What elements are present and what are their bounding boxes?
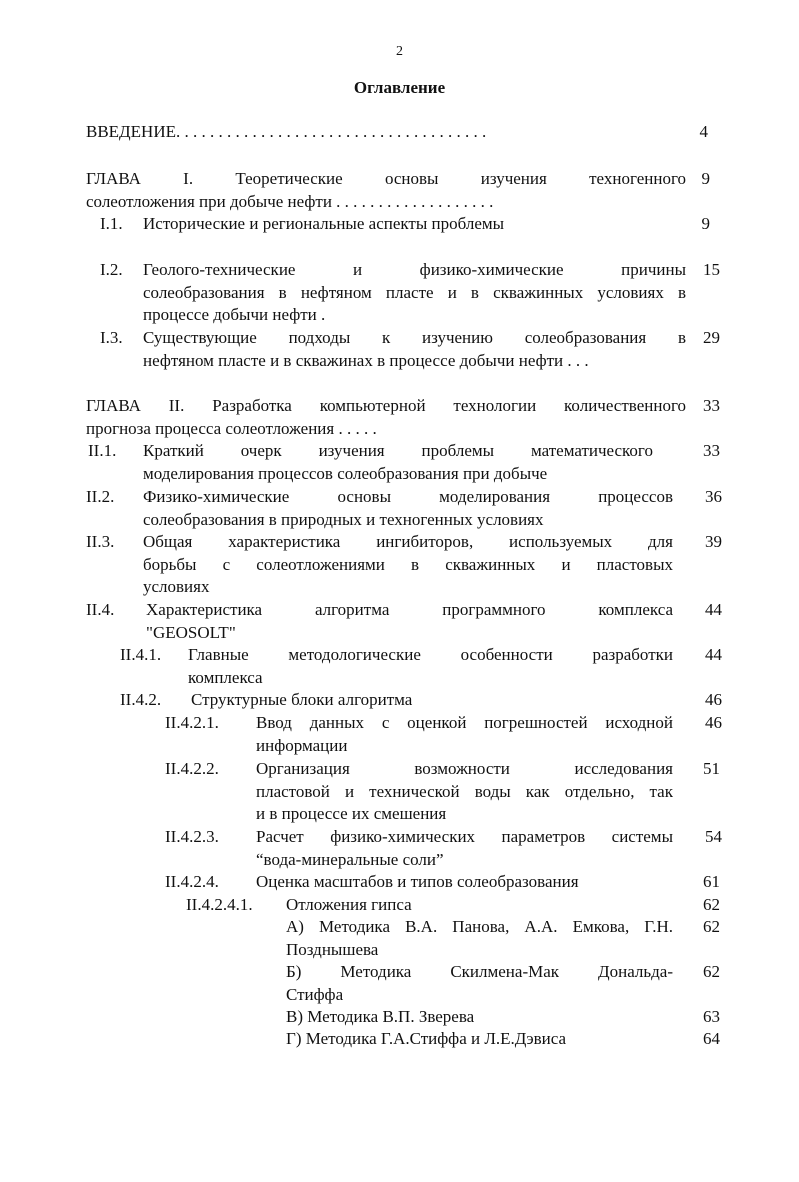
toc-page-1-3: 29 xyxy=(703,328,720,347)
toc-text-line: комплекса xyxy=(188,667,263,687)
toc-text-line: солеобразования в нефтяном пласте и в скважинных условиях в xyxy=(143,282,686,302)
toc-page-2-4-2-2: 51 xyxy=(703,759,720,778)
toc-text-line: Б) Методика Скилмена-Мак Дональда- xyxy=(286,962,673,981)
toc-text-line: прогноза процесса солеотложения . . . . . xyxy=(86,418,377,438)
toc-text-line: ГЛАВА I. Теоретические основы изучения техногенного xyxy=(86,169,686,188)
toc-entry-method-b xyxy=(286,961,673,1006)
toc-text-line: процессе добычи нефти . xyxy=(143,305,326,324)
toc-text-line: А) Методика В.А. Панова, А.А. Емкова, Г.Н. xyxy=(286,917,673,936)
toc-page-2-4-2-1: 46 xyxy=(705,713,722,732)
toc-page-2-2: 36 xyxy=(705,487,722,506)
toc-text-line: Существующие подходы к изучению солеобразования в xyxy=(143,328,686,347)
toc-entry-2-1 xyxy=(143,440,653,485)
toc-entry-ch2 xyxy=(86,395,686,440)
toc-page-method-a: 62 xyxy=(703,917,720,936)
toc-page-method-g: 64 xyxy=(703,1029,720,1048)
toc-page-2-4: 44 xyxy=(705,600,722,619)
toc-text-line: Позднышева xyxy=(286,939,379,959)
toc-entry-2-4-2-2 xyxy=(256,758,673,826)
toc-num-2-4-2-2: II.4.2.2. xyxy=(165,759,219,778)
toc-text-line: ГЛАВА II. Разработка компьютерной технологии количественного xyxy=(86,396,686,415)
toc-page-2-4-2-4: 61 xyxy=(703,872,720,891)
page-title: Оглавление xyxy=(353,78,446,97)
toc-page-1-1: 9 xyxy=(701,214,710,233)
page-number: 2 xyxy=(396,44,403,59)
toc-page-intro: 4 xyxy=(699,122,708,141)
toc-text-line: нефтяном пласте и в скважинах в процессе добычи нефти . . . xyxy=(143,350,589,370)
toc-text-line: Стиффа xyxy=(286,984,344,1004)
toc-entry-2-4-2-3 xyxy=(256,826,673,871)
toc-text-line: Ввод данных с оценкой погрешностей исходной xyxy=(256,713,673,732)
toc-text-line: Организация возможности исследования xyxy=(256,759,673,778)
toc-num-2-1: II.1. xyxy=(88,441,117,460)
toc-page-2-3: 39 xyxy=(705,532,722,551)
toc-entry-2-4 xyxy=(146,599,673,644)
toc-entry-1-2 xyxy=(143,259,686,327)
toc-text-line: Краткий очерк изучения проблемы математического xyxy=(143,441,653,460)
toc-entry-method-v: В) Методика В.П. Зверева xyxy=(286,1007,475,1026)
toc-num-2-4-2-3: II.4.2.3. xyxy=(165,827,219,846)
toc-text-line: борьбы с солеотложениями в скважинных и пластовых xyxy=(143,554,673,574)
toc-entry-2-4-2-4: Оценка масштабов и типов солеобразования xyxy=(256,872,579,891)
toc-entry-1-1: Исторические и региональные аспекты проблемы xyxy=(143,214,505,233)
toc-page-method-b: 62 xyxy=(703,962,720,981)
toc-entry-intro: ВВЕДЕНИЕ. . . . . . . . . . . . . . . . . . . . . . . . . . . . . . . . . . . . . xyxy=(86,122,487,141)
toc-num-1-1: I.1. xyxy=(100,214,123,233)
toc-entry-method-a xyxy=(286,916,673,961)
toc-entry-2-4-2: Структурные блоки алгоритма xyxy=(191,690,413,709)
toc-entry-2-3 xyxy=(143,531,673,599)
toc-text-line: Главные методологические особенности разработки xyxy=(188,645,673,664)
toc-entry-2-4-2-1 xyxy=(256,712,673,757)
toc-entry-method-g: Г) Методика Г.А.Стиффа и Л.Е.Дэвиса xyxy=(286,1029,567,1048)
toc-text-line: условиях xyxy=(143,577,210,596)
toc-page-2-4-2-3: 54 xyxy=(705,827,722,846)
toc-page-2-4-2: 46 xyxy=(705,690,722,709)
toc-page-1-2: 15 xyxy=(703,260,720,279)
toc-text-line: “вода-минеральные соли” xyxy=(256,849,444,869)
toc-num-1-2: I.2. xyxy=(100,260,123,279)
toc-entry-2-4-1 xyxy=(188,644,673,689)
toc-num-2-4-2-4: II.4.2.4. xyxy=(165,872,219,891)
toc-text-line: "GEOSOLT" xyxy=(146,622,236,642)
toc-num-2-4-2-4-1: II.4.2.4.1. xyxy=(186,895,253,914)
toc-page-2-4-2-4-1: 62 xyxy=(703,895,720,914)
toc-text-line: информации xyxy=(256,735,348,755)
toc-page-ch1: 9 xyxy=(701,169,710,188)
toc-num-1-3: I.3. xyxy=(100,328,123,347)
toc-entry-ch1 xyxy=(86,168,686,213)
toc-num-2-4-1: II.4.1. xyxy=(120,645,162,664)
toc-page-2-4-1: 44 xyxy=(705,645,722,664)
toc-page-ch2: 33 xyxy=(703,396,720,415)
toc-page-2-1: 33 xyxy=(703,441,720,460)
toc-num-2-4: II.4. xyxy=(86,600,115,619)
toc-text-line: солеобразования в природных и техногенных условиях xyxy=(143,509,544,529)
toc-entry-2-2 xyxy=(143,486,673,531)
toc-text-line: пластовой и технической воды как отдельно, так xyxy=(256,781,673,801)
toc-num-2-4-2-1: II.4.2.1. xyxy=(165,713,219,732)
toc-text-line: Физико-химические основы моделирования процессов xyxy=(143,487,673,506)
toc-text-line: Характеристика алгоритма программного комплекса xyxy=(146,600,673,619)
toc-text-line: Расчет физико-химических параметров системы xyxy=(256,827,673,846)
toc-num-2-3: II.3. xyxy=(86,532,115,551)
toc-text-line: и в процессе их смешения xyxy=(256,804,447,823)
toc-entry-1-3 xyxy=(143,327,686,372)
toc-num-2-2: II.2. xyxy=(86,487,115,506)
toc-text-line: Геолого-технические и физико-химические причины xyxy=(143,260,686,279)
toc-entry-2-4-2-4-1: Отложения гипса xyxy=(286,895,412,914)
toc-text-line: Общая характеристика ингибиторов, используемых для xyxy=(143,532,673,551)
toc-text-line: солеотложения при добыче нефти . . . . . . . . . . . . . . . . . . . xyxy=(86,191,494,211)
toc-page-method-v: 63 xyxy=(703,1007,720,1026)
toc-text-line: моделирования процессов солеобразования при добыче xyxy=(143,463,548,483)
toc-num-2-4-2: II.4.2. xyxy=(120,690,162,709)
